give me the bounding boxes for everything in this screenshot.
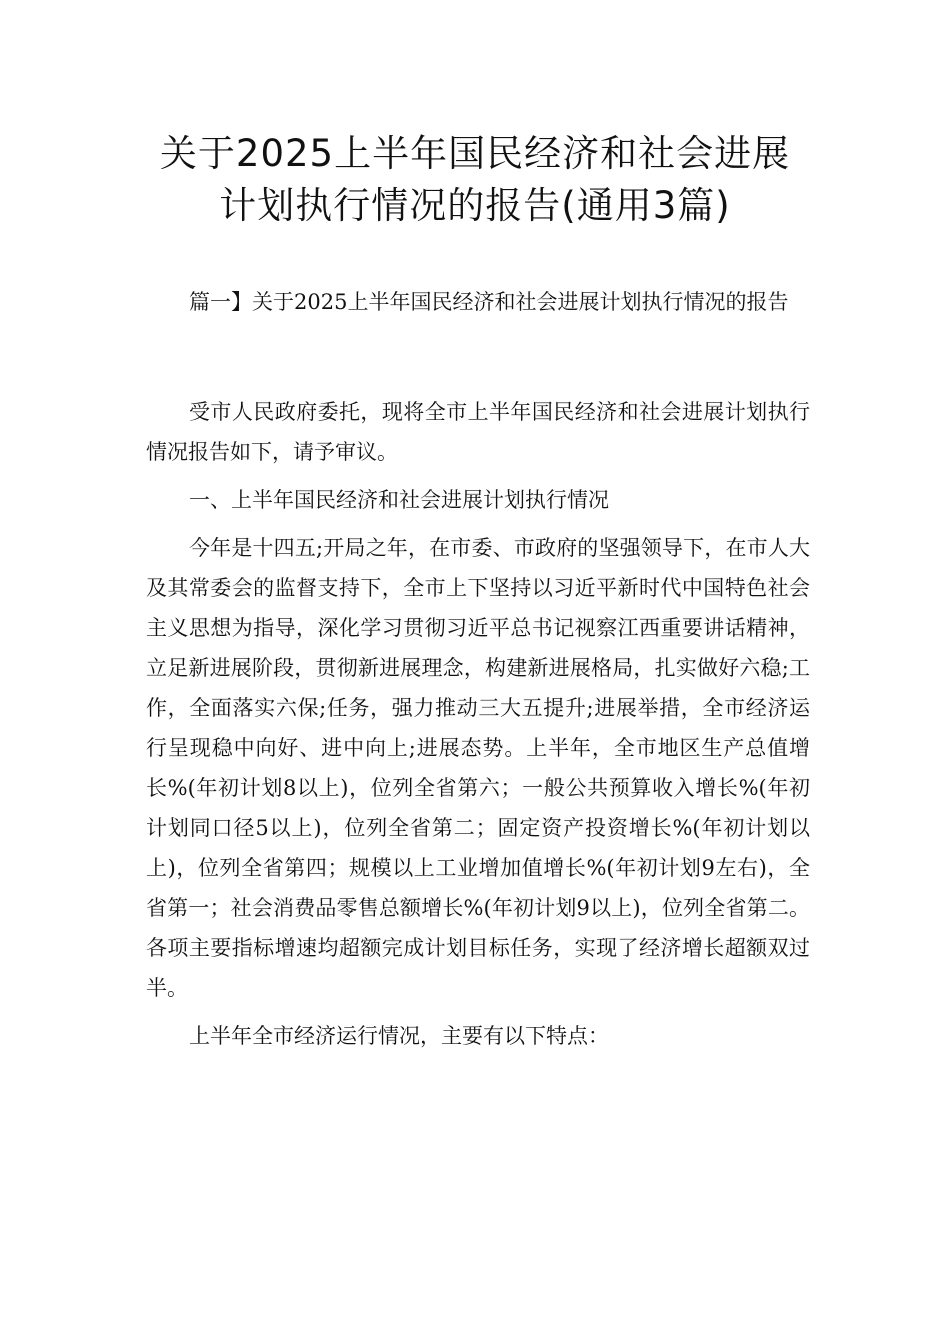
paragraph-summary: 今年是十四五;开局之年，在市委、市政府的坚强领导下，在市人大及其常委会的监督支持下，全市上下坚持以习近平新时代中国特色社会主义思想为指导，深化学习贯彻习近平总书记视察江西重要讲话精神，立足新进展阶段，贯彻新进展理念，构建新进展格局，扎实做好六稳;工作，全面落实六保;任务，强力推动三大五提升;进展举措，全市经济运行呈现稳中向好、进中向上;进展态势。上半年，全市地区生产总值增长%(年初计划8以上)，位列全省第六；一般公共预算收入增长%(年初计划同口径5以上)，位列全省第二；固定资产投资增长%(年初计划以上)，位列全省第四；规模以上工业增加值增长%(年初计划9左右)，全省第一；社会消费品零售总额增长%(年初计划9以上)，位列全省第二。各项主要指标增速均超额完成计划目标任务，实现了经济增长超额双过半。 xyxy=(146,536,810,1000)
document-title xyxy=(100,128,850,232)
title-line-1: 关于2025上半年国民经济和社会进展 xyxy=(159,132,791,175)
title-line-2: 计划执行情况的报告(通用3篇) xyxy=(219,184,731,227)
section-heading-part1: 篇一】关于2025上半年国民经济和社会进展计划执行情况的报告 xyxy=(189,290,789,314)
document-body xyxy=(146,282,810,1056)
paragraph-features-lead: 上半年全市经济运行情况，主要有以下特点： xyxy=(189,1024,609,1048)
paragraph-intro: 受市人民政府委托，现将全市上半年国民经济和社会进展计划执行情况报告如下，请予审议。 xyxy=(146,400,810,464)
section-heading-1: 一、上半年国民经济和社会进展计划执行情况 xyxy=(189,488,609,512)
